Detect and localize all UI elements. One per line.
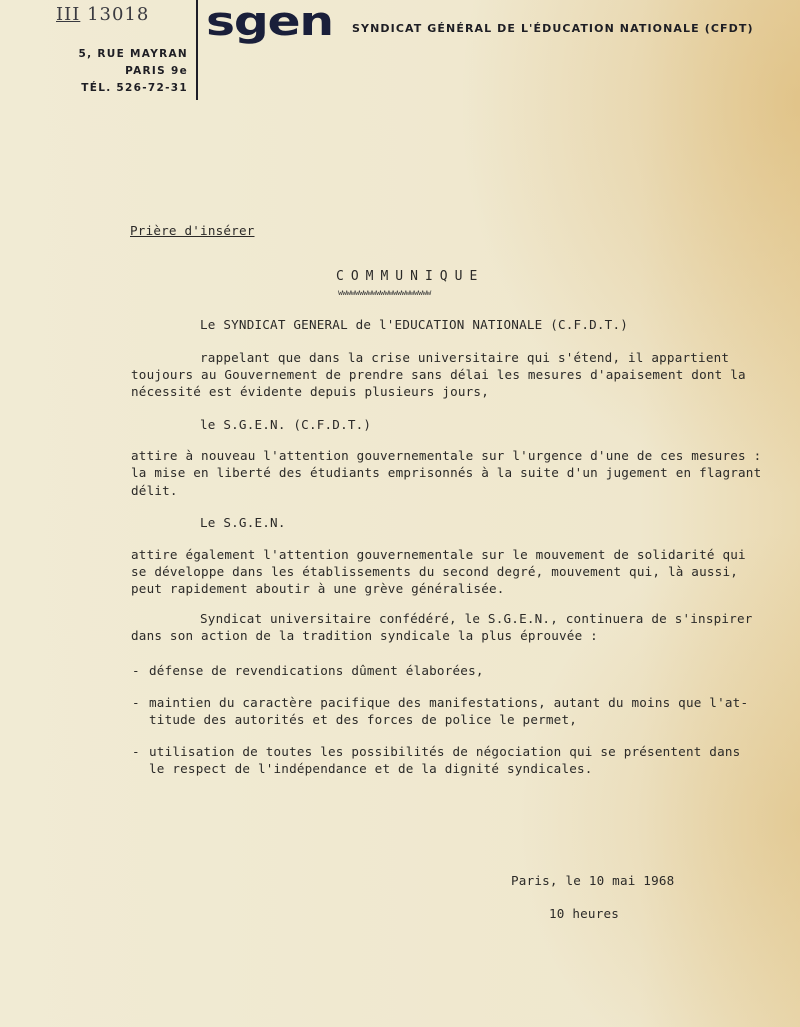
time: 10 heures bbox=[549, 906, 620, 921]
para1-line: nécessité est évidente depuis plusieurs jours, bbox=[131, 384, 489, 399]
para1-line: rappelant que dans la crise universitaire qui s'étend, il appartient bbox=[200, 350, 730, 365]
bullet-item-continued: le respect de l'indépendance et de la dignité syndicales. bbox=[149, 761, 593, 776]
para2-line: la mise en liberté des étudiants emprisonnés à la suite d'un jugement en flagrant bbox=[131, 465, 762, 480]
title-underline: wwwwwwwwwwwwwwwwwwwwww bbox=[338, 288, 431, 297]
subject-sgen-cfdt: le S.G.E.N. (C.F.D.T.) bbox=[200, 417, 372, 432]
bullet-marker: - bbox=[132, 695, 140, 710]
para2-line: attire à nouveau l'attention gouvernementale sur l'urgence d'une de ces mesures : bbox=[131, 448, 762, 463]
archive-roman: III bbox=[56, 4, 81, 25]
bullet-item: utilisation de toutes les possibilités de négociation qui se présentent dans bbox=[149, 744, 741, 759]
bullet-item: maintien du caractère pacifique des manifestations, autant du moins que l'at- bbox=[149, 695, 749, 710]
bullet-marker: - bbox=[132, 744, 140, 759]
para3-line: peut rapidement aboutir à une grève généralisée. bbox=[131, 581, 505, 596]
para4-line: Syndicat universitaire confédéré, le S.G.E.N., continuera de s'inspirer bbox=[200, 611, 753, 626]
para4-line: dans son action de la tradition syndicale la plus éprouvée : bbox=[131, 628, 598, 643]
bullet-item-continued: titude des autorités et des forces de police le permet, bbox=[149, 712, 578, 727]
para3-line: attire également l'attention gouvernementale sur le mouvement de solidarité qui bbox=[131, 547, 746, 562]
intro-line: Le SYNDICAT GENERAL de l'EDUCATION NATIONALE (C.F.D.T.) bbox=[200, 317, 629, 332]
bullet-marker: - bbox=[132, 663, 140, 678]
bullet-item: défense de revendications dûment élaborées, bbox=[149, 663, 484, 678]
para3-line: se développe dans les établissements du second degré, mouvement qui, là aussi, bbox=[131, 564, 739, 579]
publication-note: Prière d'insérer bbox=[130, 223, 255, 238]
sgen-logo: sgen bbox=[206, 0, 333, 45]
address-city: PARIS 9e bbox=[125, 65, 188, 77]
archive-number: 13018 bbox=[87, 4, 150, 25]
letterhead-divider bbox=[196, 0, 198, 100]
document-title: COMMUNIQUE bbox=[336, 269, 485, 284]
organization-name: SYNDICAT GÉNÉRAL DE L'ÉDUCATION NATIONALE (CFDT) bbox=[352, 22, 754, 35]
subject-sgen: Le S.G.E.N. bbox=[200, 515, 286, 530]
address-street: 5, RUE MAYRAN bbox=[78, 48, 188, 60]
place-date: Paris, le 10 mai 1968 bbox=[511, 873, 675, 888]
archive-reference bbox=[56, 4, 149, 25]
para1-line: toujours au Gouvernement de prendre sans délai les mesures d'apaisement dont la bbox=[131, 367, 746, 382]
address-phone: TÉL. 526-72-31 bbox=[81, 82, 188, 94]
para2-line: délit. bbox=[131, 483, 178, 498]
